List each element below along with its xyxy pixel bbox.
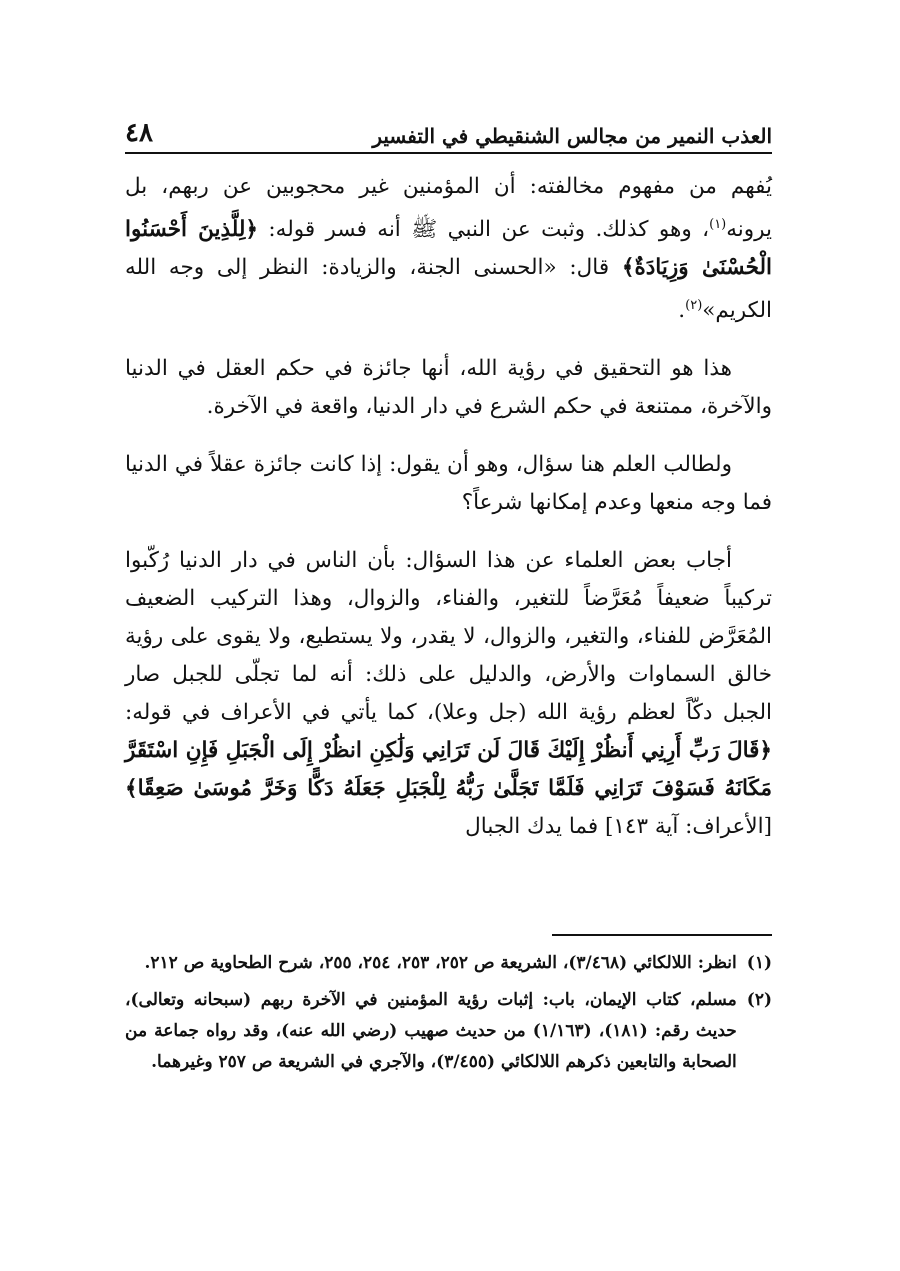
footnotes <box>125 948 772 1084</box>
footnote-separator <box>552 934 772 936</box>
quran-verse-1: ﴿لِلَّذِينَ أَحْسَنُوا الْحُسْنَىٰ وَزِيَادَةٌ﴾ <box>125 217 772 281</box>
paragraph-2: هذا هو التحقيق في رؤية الله، أنها جائزة في حكم العقل في الدنيا والآخرة، ممتنعة في حكم الشرع في دار الدنيا، واقعة في الآخرة. <box>125 356 772 420</box>
quran-verse-2: ﴿قَالَ رَبِّ أَرِنِي أَنظُرْ إِلَيْكَ قَالَ لَن تَرَانِي وَلَٰكِنِ انظُرْ إِلَى الْجَبَلِ فَإِنِ اسْتَقَرَّ مَكَانَهُ فَسَوْفَ تَرَانِي فَلَمَّا تَجَلَّىٰ رَبُّهُ لِلْجَبَلِ جَعَلَهُ دَكًّا وَخَرَّ مُوسَىٰ صَعِقًا﴾ <box>125 738 772 802</box>
book-page <box>125 0 772 1271</box>
body-text <box>125 168 772 866</box>
footnote-2-text: مسلم، كتاب الإيمان، باب: إثبات رؤية المؤمنين في الآخرة ربهم (سبحانه وتعالى)، حديث رقم: (١٨١)، (١/١٦٣) من حديث صهيب (رضي الله عنه)، وقد رواه جماعة من الصحابة والتابعين ذكرهم اللالكائي (٣/٤٥٥)، والآجري في الشريعة ص ٢٥٧ وغيرهما. <box>125 990 737 1072</box>
paragraph-1 <box>125 168 772 330</box>
footnote-ref-2: (٢) <box>685 298 703 314</box>
footnote-ref-1: (١) <box>709 217 727 232</box>
paragraph-4-part-b: [الأعراف: آية ١٤٣] فما يدك الجبال <box>465 814 772 840</box>
footnote-1-text: انظر: اللالكائي (٣/٤٦٨)، الشريعة ص ٢٥٢، ٢٥٣، ٢٥٤، ٢٥٥، شرح الطحاوية ص ٢١٢. <box>144 953 737 973</box>
footnote-1-number: (١) <box>746 953 772 973</box>
paragraph-1-part-a: يُفهم من مفهوم مخالفته: أن المؤمنين غير محجوبين عن ربهم، بل يرونه <box>125 174 772 243</box>
footnote-2 <box>125 985 772 1078</box>
paragraph-1-part-d: . <box>678 298 686 324</box>
footnote-2-number: (٢) <box>746 990 772 1010</box>
paragraph-4-part-a: أجاب بعض العلماء عن هذا السؤال: بأن الناس في دار الدنيا رُكّبوا تركيباً ضعيفاً مُعَرَّضاً للتغير، والفناء، والزوال، وهذا التركيب الضعيف المُعَرَّض للفناء، والتغير، والزوال، لا يقدر، ولا يستطيع، ولا يقوى على رؤية خالق السماوات والأرض، والدليل على ذلك: أنه لما تجلّى للجبل صار الجبل دكّاً لعظم رؤية الله (جل وعلا)، كما يأتي في الأعراف في قوله: <box>125 548 772 726</box>
page-number: ٤٨ <box>125 118 153 148</box>
paragraph-3: ولطالب العلم هنا سؤال، وهو أن يقول: إذا كانت جائزة عقلاً في الدنيا فما وجه منعها وعدم إمكانها شرعاً؟ <box>125 452 772 516</box>
running-title: العذب النمير من مجالس الشنقيطي في التفسير <box>372 124 772 148</box>
paragraph-1-part-b: ، وهو كذلك. وثبت عن النبي ﷺ أنه فسر قوله: <box>258 217 710 243</box>
footnote-1 <box>125 948 772 979</box>
page-header <box>125 108 772 154</box>
paragraph-4 <box>125 542 772 846</box>
paragraph-1-part-c: قال: «الحسنى الجنة، والزيادة: النظر إلى وجه الله الكريم» <box>125 255 772 324</box>
